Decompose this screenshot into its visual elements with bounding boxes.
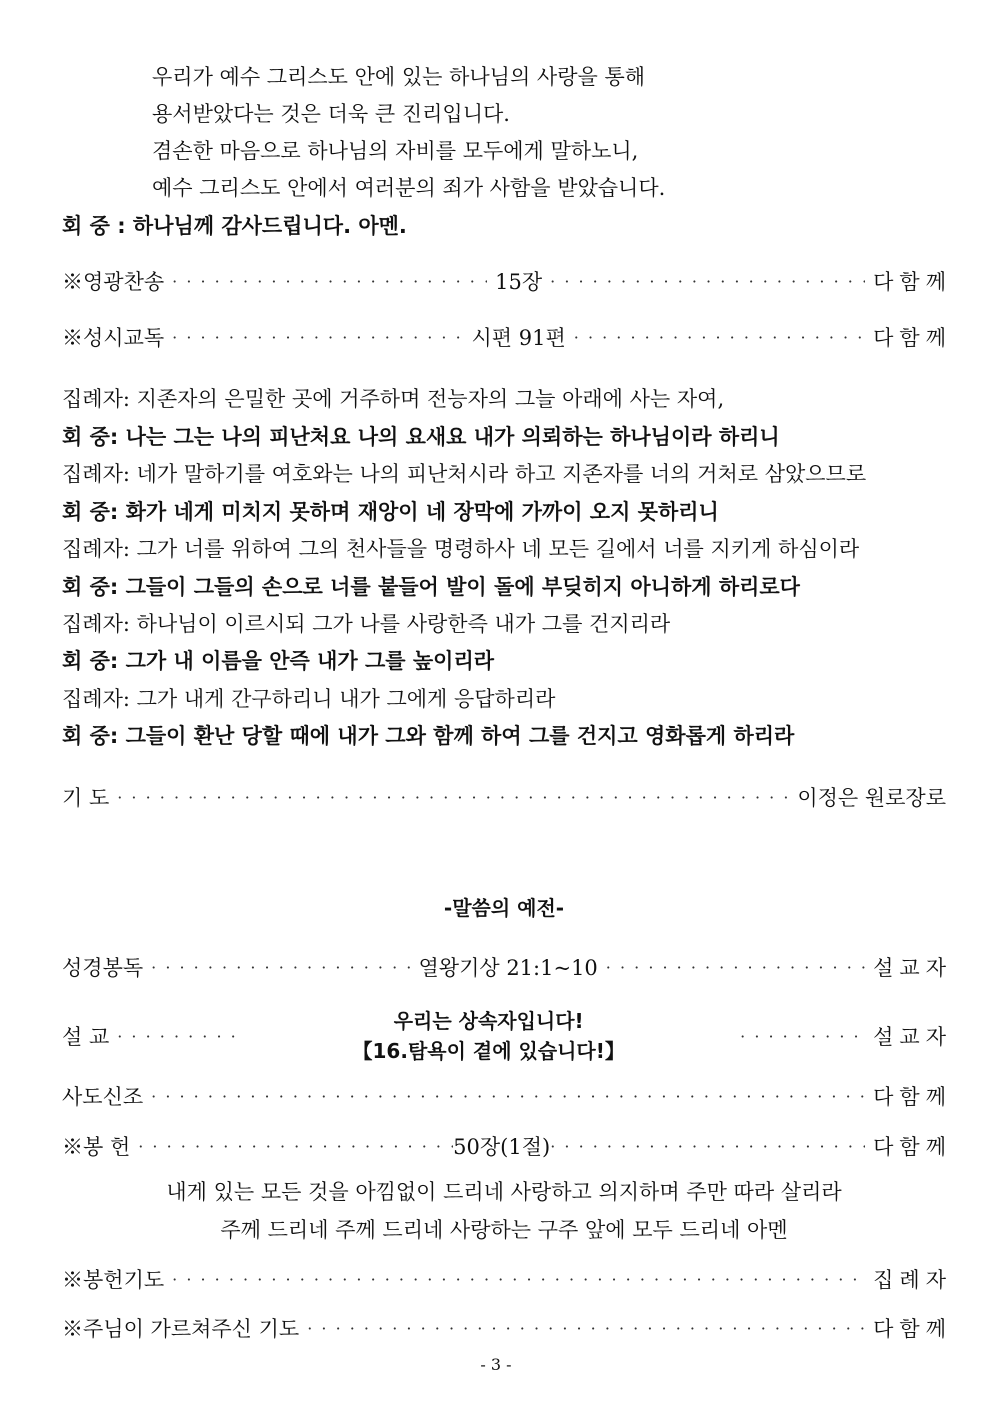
- leader-dots: [172, 1270, 865, 1289]
- absolution-line: 용서받았다는 것은 더욱 큰 진리입니다.: [152, 102, 510, 126]
- order-item-sermon: [62, 1006, 952, 1066]
- item-label: 기 도: [62, 786, 110, 810]
- leader-dots: [574, 328, 865, 347]
- offering-lyrics-line: 주께 드리네 주께 드리네 사랑하는 구주 앞에 모두 드리네 아멘: [220, 1218, 788, 1242]
- leader-dots: [172, 272, 487, 291]
- congregation-response: 회 중 : 하나님께 감사드립니다. 아멘.: [62, 214, 407, 238]
- leader-dots: [307, 1319, 865, 1338]
- people-line: 회 중: 그들이 그들의 손으로 너를 붙들어 발이 돌에 부딪히지 아니하게 하리로다: [62, 575, 800, 599]
- item-who: 다함께: [873, 1085, 952, 1109]
- leader-dots: [151, 958, 410, 977]
- item-label: 사도신조: [62, 1085, 144, 1109]
- absolution-line: 겸손한 마음으로 하나님의 자비를 모두에게 말하노니,: [152, 139, 639, 163]
- sermon-title: 우리는 상속자입니다!: [393, 1009, 584, 1033]
- people-line: 회 중: 화가 네게 미치지 못하며 재앙이 네 장막에 가까이 오지 못하리니: [62, 500, 719, 524]
- item-who: 집례자: [873, 1268, 952, 1292]
- item-label: ※봉 헌: [62, 1135, 131, 1159]
- leader-dots: [606, 958, 865, 977]
- item-label: 성경봉독: [62, 956, 144, 980]
- item-label: 설 교: [62, 1025, 110, 1049]
- item-who: 다함께: [873, 1135, 952, 1159]
- page-number: - 3 -: [480, 1355, 512, 1374]
- item-detail: 시편 91편: [471, 326, 566, 350]
- leader-line: 집례자: 그가 내게 간구하리니 내가 그에게 응답하리라: [62, 687, 556, 711]
- people-line: 회 중: 그가 내 이름을 안즉 내가 그를 높이리라: [62, 649, 495, 673]
- leader-line: 집례자: 그가 너를 위하여 그의 천사들을 명령하사 네 모든 길에서 너를 지키게 하심이라: [62, 537, 860, 561]
- section-title: -말씀의 예전-: [443, 896, 565, 920]
- sermon-subtitle: 【16.탐욕이 곁에 있습니다!】: [352, 1039, 625, 1063]
- order-item-hymn: [62, 264, 952, 298]
- order-item-scripture: [62, 950, 952, 984]
- absolution-line: 우리가 예수 그리스도 안에 있는 하나님의 사랑을 통해: [152, 65, 646, 89]
- leader-dots: [550, 1137, 865, 1156]
- leader-dots: [172, 328, 463, 347]
- leader-dots: [550, 272, 865, 291]
- item-who: 다함께: [873, 270, 952, 294]
- leader-dots: [740, 1027, 865, 1046]
- order-item-offering-prayer: [62, 1262, 952, 1296]
- leader-line: 집례자: 네가 말하기를 여호와는 나의 피난처시라 하고 지존자를 너의 거처로 삼았으므로: [62, 462, 867, 486]
- item-detail: 열왕기상 21:1~10: [418, 956, 598, 980]
- item-who: 다함께: [873, 1317, 952, 1341]
- people-line: 회 중: 그들이 환난 당할 때에 내가 그와 함께 하여 그를 건지고 영화롭게 하리라: [62, 724, 795, 748]
- leader-dots: [138, 1137, 453, 1156]
- item-who: 다함께: [873, 326, 952, 350]
- item-label: ※영광찬송: [62, 270, 165, 294]
- order-item-creed: [62, 1079, 952, 1113]
- offering-lyrics-line: 내게 있는 모든 것을 아낌없이 드리네 사랑하고 의지하며 주만 따라 살리라: [166, 1180, 842, 1204]
- leader-line: 집례자: 하나님이 이르시되 그가 나를 사랑한즉 내가 그를 건지리라: [62, 612, 671, 636]
- item-who: 이정은 원로장로: [797, 786, 946, 810]
- people-line: 회 중: 나는 그는 나의 피난처요 나의 요새요 내가 의뢰하는 하나님이라 하리니: [62, 425, 780, 449]
- order-item-lords-prayer: [62, 1311, 952, 1345]
- item-label: ※주님이 가르쳐주신 기도: [62, 1317, 300, 1341]
- leader-dots: [151, 1087, 865, 1106]
- item-who: 설교자: [873, 1025, 952, 1049]
- leader-line: 집례자: 지존자의 은밀한 곳에 거주하며 전능자의 그늘 아래에 사는 자여,: [62, 387, 725, 411]
- item-detail: 15장: [495, 270, 543, 294]
- sermon-title-block: [245, 1006, 732, 1066]
- order-item-offering: [62, 1129, 952, 1163]
- order-item-psalter: [62, 320, 952, 354]
- item-label: ※봉헌기도: [62, 1268, 165, 1292]
- item-label: ※성시교독: [62, 326, 165, 350]
- item-who: 설교자: [873, 956, 952, 980]
- order-item-prayer: [62, 780, 946, 814]
- item-detail: 50장(1절): [453, 1135, 551, 1159]
- leader-dots: [117, 788, 789, 807]
- absolution-line: 예수 그리스도 안에서 여러분의 죄가 사함을 받았습니다.: [152, 176, 666, 200]
- leader-dots: [117, 1027, 237, 1046]
